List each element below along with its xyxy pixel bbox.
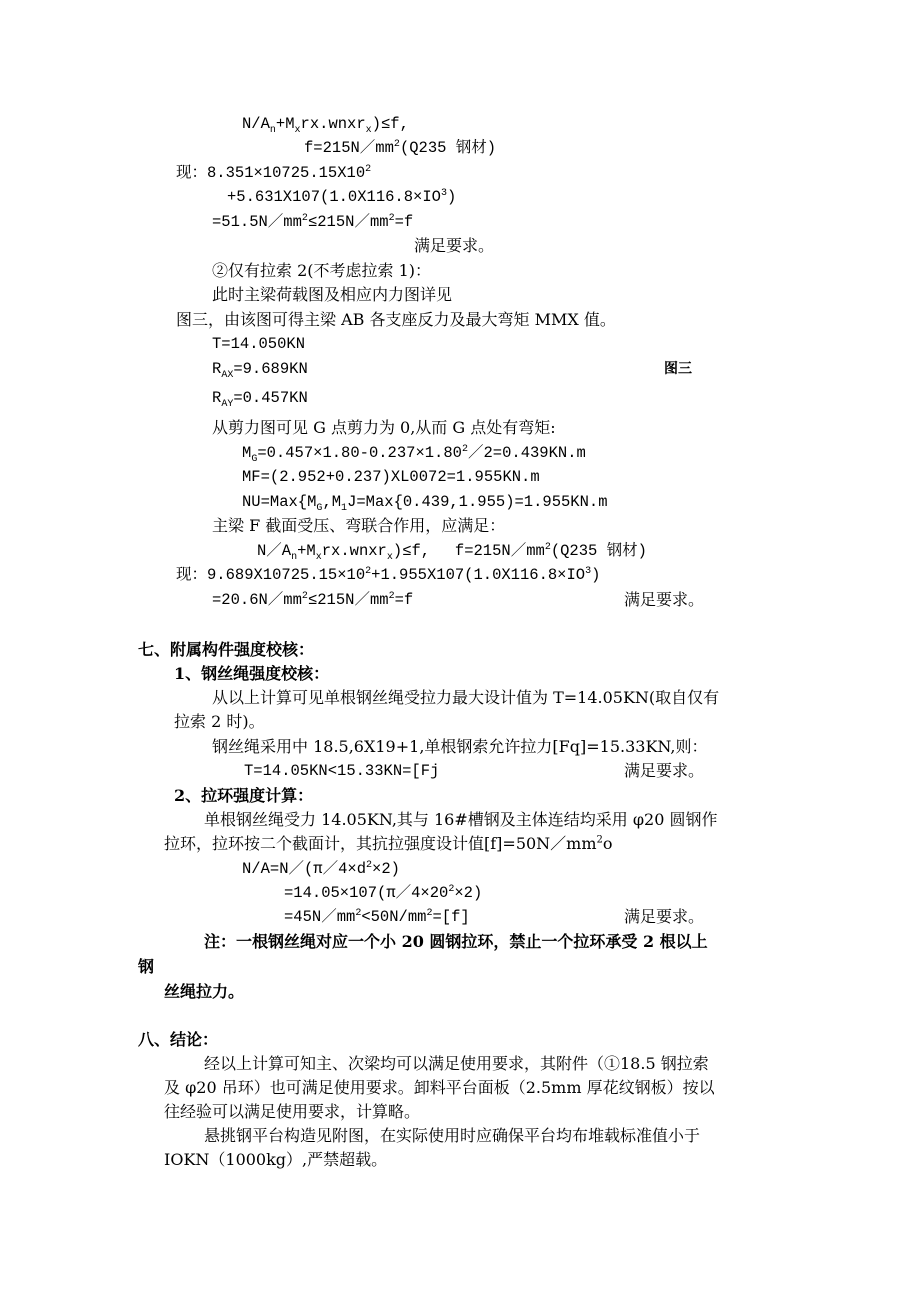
case2-heading: ②仅有拉索 2(不考虑拉索 1)： — [212, 261, 432, 280]
formula-f-value: $f=215N/mm^2(Q235$ 钢材) — [304, 138, 497, 157]
shear-text: 从剪力图可见 G 点剪力为 0,从而 G 点处有弯矩: — [212, 418, 556, 437]
case2-text-1: 此时主梁荷载图及相应内力图详见 — [212, 285, 453, 304]
tension-value: T=14.050KN — [212, 335, 306, 353]
formula-condition-2: $N/A_n+M_xrx.wnxr_x)\le f$, $f=215N/mm^2(Q235$ 钢材) — [257, 541, 647, 564]
conclusion-line-1: 经以上计算可知主、次梁均可以满足使用要求，其附件（①18.5 钢拉索 — [204, 1054, 709, 1073]
ring-formula-3: $=45N/mm^2<50N/mm^2=[f]$ — [284, 907, 470, 926]
conclusion-line-3: 往经验可以满足使用要求，计算略。 — [164, 1102, 421, 1121]
formula-result: $=51.5N/mm^2\le 215N/mm^2=f$ — [212, 212, 414, 231]
section7-2-title: 2、拉环强度计算： — [174, 786, 314, 805]
section7-2-para2: 拉环，拉环按二个截面计，其抗拉强度设计值$[f]=50N/mm^2o$ — [164, 834, 613, 853]
ring-formula-2: $=14.05\times 107(\pi/4\times 20^2\times 2)$ — [284, 883, 483, 902]
note-line-2: 钢 — [138, 957, 155, 976]
beam-section-text: 主梁 F 截面受压、弯联合作用，应满足： — [212, 516, 506, 535]
moment-g: $M_G=0.457\times 1.80-0.237\times 1.80^2/2=0.439KN.m$ — [242, 443, 586, 466]
section7-1-para1: 从以上计算可见单根钢丝绳受拉力最大设计值为 T=14.05KN(取自仅有 — [212, 688, 720, 707]
conclusion-line-5: IOKN（1000kg）,严禁超载。 — [164, 1150, 388, 1169]
conclusion-line-4: 悬挑钢平台构造见附图，在实际使用时应确保平台均布堆载标准值小于 — [204, 1126, 701, 1145]
formula-condition: $N/A_n+M_xrx.wnxr_x)\le f$, — [242, 115, 409, 137]
section8-title: 八、结论： — [138, 1030, 219, 1049]
moment-max: $NU=Max\{M_G,M_1J=Max\{0.439,1.955)=1.955KN.m$ — [242, 493, 608, 515]
requirement-met-4: 满足要求。 — [624, 907, 705, 926]
conclusion-line-2: 及 φ20 吊环）也可满足使用要求。卸料平台面板（2.5mm 厚花纹钢板）按以 — [164, 1078, 715, 1097]
section7-1-title: 1、钢丝绳强度校核： — [174, 664, 330, 683]
note-line-1: 注：一根钢丝绳对应一个小 20 圆钢拉环，禁止一个拉环承受 2 根以上 — [204, 932, 708, 951]
section7-1-para2: 拉索 2 时)。 — [174, 712, 265, 731]
requirement-met-2: 满足要求。 — [624, 590, 705, 609]
formula-now-2: 现：$9.689X10725.15\times 10^2+1.955X107(1.0X116.8\times IO^3)$ — [176, 565, 601, 584]
section7-2-para1: 单根钢丝绳受力 14.05KN,其与 16#槽钢及主体连结均采用 φ20 圆钢作 — [204, 810, 718, 829]
reaction-ay: $R_{AY}=0.457KN$ — [212, 389, 308, 411]
section7-title: 七、附属构件强度校核： — [138, 640, 315, 659]
formula-result-2: $=20.6N/mm^2\le 215N/mm^2=f$ — [212, 590, 414, 609]
note-line-3: 丝绳拉力。 — [164, 982, 245, 1001]
case2-text-2: 图三，由该图可得主梁 AB 各支座反力及最大弯矩 MMX 值。 — [176, 310, 616, 329]
section7-1-formula: T=14.05KN<15.33KN=[Fj — [244, 762, 440, 780]
requirement-met-3: 满足要求。 — [624, 761, 705, 780]
moment-f: MF=(2.952+0.237)XL0072=1.955KN.m — [242, 468, 540, 486]
formula-now-line1: 现：$8.351\times 10725.15X10^2$ — [176, 163, 372, 182]
figure-label: 图三 — [664, 361, 692, 377]
requirement-met-1: 满足要求。 — [414, 236, 495, 255]
reaction-ax: $R_{AX}=9.689KN$ — [212, 360, 308, 382]
ring-formula-1: $N/A=N/(\pi/4\times d^2\times 2)$ — [242, 859, 400, 878]
formula-now-line2: $+5.631X107(1.0X116.8\times IO^3)$ — [227, 187, 457, 206]
section7-1-para3: 钢丝绳采用中 18.5,6X19+1,单根钢索允许拉力[Fq]=15.33KN,则： — [212, 737, 708, 756]
